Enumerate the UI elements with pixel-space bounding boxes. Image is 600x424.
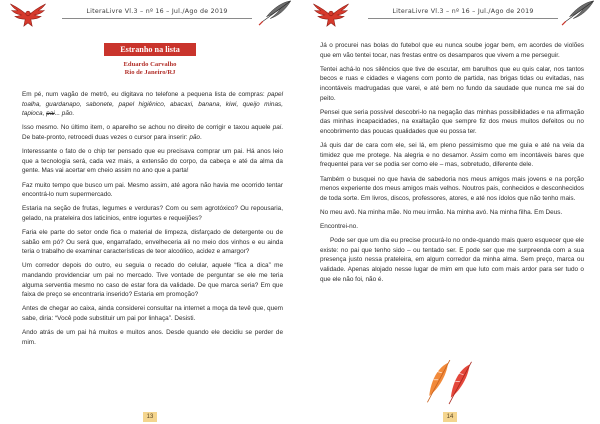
paragraph [22,90,283,119]
paragraph-text: Isso mesmo. No último item, o aparelho se achou no direito de corrigir e taxou aquele [22,124,273,132]
paragraph: Tentei achá-lo nos silêncios que tive de escutar, em barulhos que eu quis calar, nos tantos becos e ruas e cidades e viagens com ponto de partida, nas brigas tidas ou evitadas, nas incontáveis madrugadas que varei, e até bem no fundo da saudade que nunca me sai do peito. [320,65,584,102]
article-author: Eduardo Carvalho [123,61,177,68]
running-head: LiteraLivre Vl.3 – nº 16 – Jul./Ago de 2019 [62,8,252,19]
paragraph: Já quis dar de cara com ele, sei lá, em pleno pessimismo que me guia e até na veia da timidez que me protege. Na alegria e no desamor. Assim como em incontáveis bares que frequentei para ver se podia ser como ele – mas, sobretudo, diferente dele. [320,142,584,169]
paragraph: Antes de chegar ao caixa, ainda considerei consultar na internet a moça da tevê que, quem sabe, diria: “Você pode substituir um pai por linhaça”. Desisti. [22,305,283,323]
page-number: 13 [143,412,157,422]
paragraph: Interessante o fato de o chip ter pensado que eu precisava comprar um pai. Há anos leio que a tecnologia será, cada vez mais, a extensão do corpo, da cabeça e até da alma da gente. Mas vai acertar em cheio assim no ano que a parta! [22,148,283,175]
paragraph: Já o procurei nas bolas do futebol que eu nunca soube jogar bem, em acordes de violões que em vão tentei tocar, nas frestas entre os desamparos que vivem a me perseguir. [320,42,584,59]
article-location: Rio de Janeiro/RJ [124,69,176,76]
paragraph: Também o busquei no que havia de sabedoria nos meus amigos mais jovens e na porção menos experiente dos meus amigos mais velhos. Noutros pais, conhecidos e desconhecidos de toda sorte. Em livros, discos, professores, atores, e até nos ídolos que não tenho mais. [320,175,584,202]
right-body-text [320,41,584,289]
struck-word: pai [46,110,55,118]
paragraph: Faria ele parte do setor onde fica o material de limpeza, disfarçado de detergente ou de sabão em pó? Ou será que, engarrafado, envelheceria ali no meio dos vinhos e eu ainda teria o trabalho de examinar características de teor alcoólico, acidez e amargor? [22,229,283,256]
paragraph: Um corredor depois do outro, eu seguia o recado do celular, aquele “fica a dica” me mandando providenciar um pai no mercado. Tive vontade de perguntar se ele me teria alguma serventia mesmo no caso de estar fora da validade. De que marca seria? Em que faixa de preço se encontraria inserido? Estaria em promoção? [22,262,283,299]
italic-word: pai [272,124,282,132]
red-bird-logo-icon [312,2,350,28]
right-page [300,0,600,424]
paragraph: Encontrei-no. [320,223,359,231]
quill-pen-icon [557,0,595,26]
paragraph-text: . [199,133,202,141]
red-feather-icon [449,362,472,404]
red-bird-logo-icon [9,2,47,28]
running-head: LiteraLivre Vl.3 – nº 16 – Jul./Ago de 2019 [368,8,558,19]
quill-pen-icon [254,0,292,26]
paragraph-text: . De bate-pronto, retrocedi duas vezes o cursor para inserir: [22,124,283,141]
paragraph-text: Em pé, num vagão de metrô, eu digitava no telefone a pequena lista de compras: [22,91,268,98]
paragraph: Ando atrás de um pai há muitos e muitos anos. Desde quando ele decidiu se perder de mim. [22,329,283,346]
left-body-text [22,90,283,352]
paragraph: Faz muito tempo que busco um pai. Mesmo assim, até agora não havia me ocorrido tentar encontrá-lo num supermercado. [22,181,283,199]
article-title: Estranho na lista [104,43,196,56]
orange-feather-icon [427,360,450,402]
italic-shopping-list: papel toalha, guardanapo, sabonete, papel higiênico, abacaxi, banana, kiwi, queijo minas, tapioca, [22,91,283,118]
paragraph: Pode ser que um dia eu precise procurá-lo no onde-quando mais quero esquecer que ele existe: no pai que tenho sido – ou tentado ser. E pode ser que me surpreenda com a sua presença justo nessa prateleira, em algum corredor da minha alma. Sem preço, marca ou validade. Apenas alojado nesse lugar de mim em que luto com mais ardor para ser tudo o que ele não foi, não é. [320,237,584,283]
orange-and-red-feathers-icon [422,360,476,405]
paragraph [22,123,283,142]
paragraph: Pensei que seria possível descobri-lo na negação das minhas possibilidades e na afirmação das minhas incapacidades, na exaltação que sempre fiz dos meus muitos defeitos ou no encobrimento das poucas qualidades que eu possa ter. [320,108,584,135]
italic-word: pão [189,133,200,141]
page-number: 14 [443,412,457,422]
italic-word: ... pão. [54,110,75,118]
paragraph: No meu avô. Na minha mãe. No meu irmão. Na minha avó. Na minha filha. Em Deus. [320,208,563,216]
paragraph: Estaria na seção de frutas, legumes e verduras? Com ou sem agrotóxico? Ou repousaria, gelado, na prateleira dos laticínios, entre iogurtes e requeijões? [22,205,283,222]
